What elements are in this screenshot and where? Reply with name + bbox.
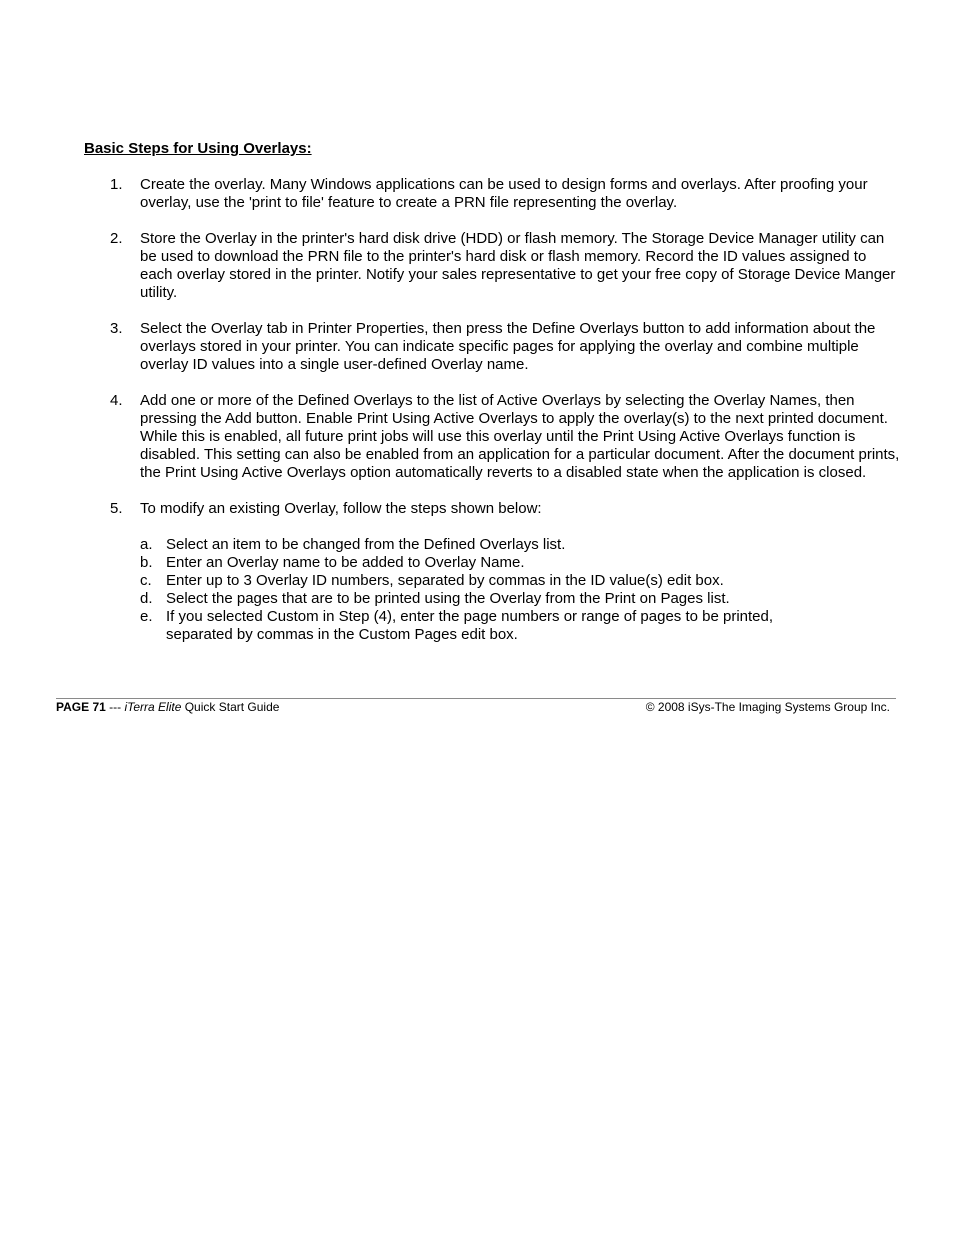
guide-title: Quick Start Guide	[181, 700, 280, 714]
sublist-item	[140, 608, 816, 644]
substep-text: If you selected Custom in Step (4), enter the page numbers or range of pages to be printed, separated by commas in the Custom Pages edit box.	[166, 608, 774, 643]
list-item	[110, 176, 900, 212]
footer-left	[56, 700, 279, 715]
substep-text: Select the pages that are to be printed using the Overlay from the Print on Pages list.	[166, 590, 730, 607]
section-heading: Basic Steps for Using Overlays:	[84, 140, 312, 157]
steps-list	[110, 176, 900, 662]
step-number: 1.	[110, 176, 123, 193]
product-name: iTerra Elite	[124, 700, 182, 714]
list-item	[110, 392, 900, 482]
page-number: PAGE 71	[56, 700, 106, 714]
substep-text: Select an item to be changed from the Defined Overlays list.	[166, 536, 566, 553]
footer-divider	[56, 698, 896, 699]
substep-letter: a.	[140, 536, 153, 553]
step-number: 4.	[110, 392, 123, 409]
substep-text: Enter up to 3 Overlay ID numbers, separated by commas in the ID value(s) edit box.	[166, 572, 724, 589]
step-number: 3.	[110, 320, 123, 337]
sublist-item	[140, 536, 816, 554]
copyright: © 2008 iSys-The Imaging Systems Group Inc.	[645, 700, 890, 714]
substep-letter: b.	[140, 554, 153, 571]
substeps-list	[140, 536, 900, 644]
sublist-item	[140, 590, 816, 608]
sublist-item	[140, 554, 816, 572]
step-number: 5.	[110, 500, 123, 517]
substep-letter: d.	[140, 590, 153, 607]
list-item	[110, 230, 900, 302]
step-number: 2.	[110, 230, 123, 247]
sublist-item	[140, 572, 816, 590]
substep-letter: e.	[140, 608, 153, 625]
step-text: Select the Overlay tab in Printer Properties, then press the Define Overlays button to add information about the overlays stored in your printer. You can indicate specific pages for applying the overlay and combine multiple overlay ID values into a single user-defined Overlay name.	[140, 320, 876, 373]
substep-letter: c.	[140, 572, 152, 589]
step-text: To modify an existing Overlay, follow the steps shown below:	[140, 500, 542, 517]
step-text: Create the overlay. Many Windows applications can be used to design forms and overlays. After proofing your overlay, use the 'print to file' feature to create a PRN file representing the overlay.	[140, 176, 868, 211]
list-item	[110, 320, 900, 374]
substep-text: Enter an Overlay name to be added to Overlay Name.	[166, 554, 525, 571]
footer-separator: ---	[105, 700, 125, 714]
step-text: Store the Overlay in the printer's hard disk drive (HDD) or flash memory. The Storage Device Manager utility can be used to download the PRN file to the printer's hard disk or flash memory. Record the ID values assigned to each overlay stored in the printer. Notify your sales representative to get your free copy of Storage Device Manger utility.	[140, 230, 896, 301]
step-text: Add one or more of the Defined Overlays to the list of Active Overlays by selecting the Overlay Names, then pressing the Add button. Enable Print Using Active Overlays to apply the overlay(s) to the next printed document. While this is enabled, all future print jobs will use this overlay until the Print Using Active Overlays function is disabled. This setting can also be enabled from an application for a particular document. After the document prints, the Print Using Active Overlays option automatically reverts to a disabled state when the application is closed.	[140, 392, 900, 481]
list-item	[110, 500, 900, 644]
